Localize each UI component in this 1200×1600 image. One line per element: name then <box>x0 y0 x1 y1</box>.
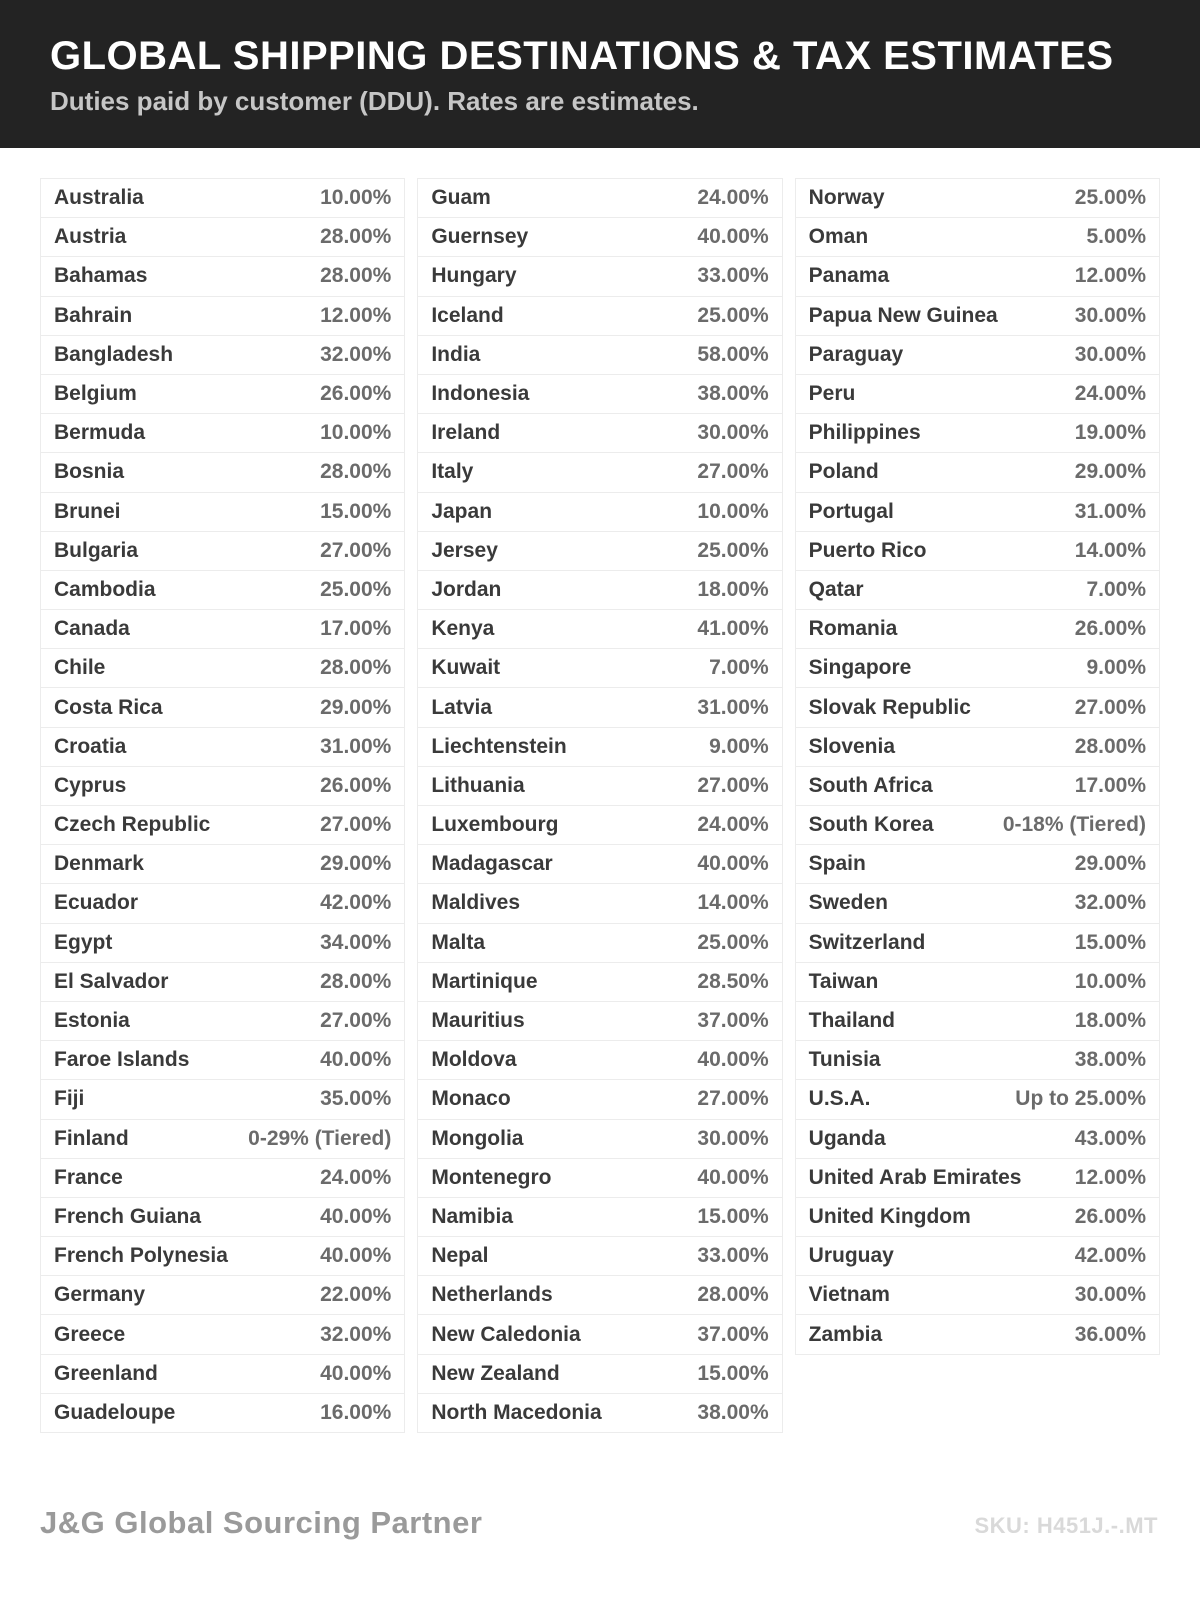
table-row <box>795 1119 1160 1158</box>
rate-value: 43.00% <box>1074 1126 1146 1150</box>
country-name: South Africa <box>808 773 933 797</box>
country-name: Chile <box>54 656 106 680</box>
rate-value: 29.00% <box>1074 852 1146 876</box>
country-name: Estonia <box>54 1009 130 1033</box>
rate-value: 5.00% <box>1086 225 1146 249</box>
country-name: Taiwan <box>808 969 879 993</box>
table-row <box>417 374 782 413</box>
country-name: Bermuda <box>54 421 146 445</box>
table-row <box>795 374 1160 413</box>
rate-value: 32.00% <box>320 1322 392 1346</box>
table-row <box>40 1314 405 1353</box>
country-name: Guadeloupe <box>54 1400 176 1424</box>
country-name: Netherlands <box>431 1283 553 1307</box>
rate-value: 36.00% <box>1074 1322 1146 1346</box>
country-name: Martinique <box>431 969 538 993</box>
table-row <box>795 1040 1160 1079</box>
table-row <box>417 844 782 883</box>
table-row <box>40 178 405 217</box>
country-name: Mongolia <box>431 1126 524 1150</box>
country-name: Hungary <box>431 264 517 288</box>
table-row <box>795 1079 1160 1118</box>
rate-value: 12.00% <box>320 303 392 327</box>
rate-value: 15.00% <box>1074 930 1146 954</box>
rate-value: 28.50% <box>697 969 769 993</box>
table-row <box>795 1001 1160 1040</box>
country-name: Denmark <box>54 852 144 876</box>
table-row <box>795 178 1160 217</box>
table-row <box>417 217 782 256</box>
table-row <box>795 335 1160 374</box>
table-row <box>795 609 1160 648</box>
rate-value: 25.00% <box>1074 186 1146 210</box>
rate-value: 37.00% <box>697 1322 769 1346</box>
rate-value: 31.00% <box>320 734 392 758</box>
table-row <box>40 727 405 766</box>
table-row <box>417 296 782 335</box>
rate-value: 12.00% <box>1074 1165 1146 1189</box>
rate-value: 25.00% <box>697 303 769 327</box>
rate-value: 18.00% <box>1074 1009 1146 1033</box>
table-row <box>40 256 405 295</box>
country-name: Greece <box>54 1322 126 1346</box>
table-row <box>40 570 405 609</box>
rate-value: 26.00% <box>320 773 392 797</box>
table-row <box>40 609 405 648</box>
table-row <box>40 1393 405 1432</box>
table-row <box>417 1079 782 1118</box>
rate-value: 40.00% <box>320 1048 392 1072</box>
rate-value: 19.00% <box>1074 421 1146 445</box>
country-name: Norway <box>808 186 885 210</box>
table-row <box>795 648 1160 687</box>
country-name: Slovak Republic <box>808 695 971 719</box>
country-name: Nepal <box>431 1244 489 1268</box>
rate-value: 40.00% <box>320 1361 392 1385</box>
country-name: Slovenia <box>808 734 896 758</box>
table-row <box>417 492 782 531</box>
rate-value: 25.00% <box>697 538 769 562</box>
country-name: Vietnam <box>808 1283 890 1307</box>
rate-value: 41.00% <box>697 617 769 641</box>
country-name: Switzerland <box>808 930 926 954</box>
table-row <box>417 766 782 805</box>
country-name: Ecuador <box>54 891 139 915</box>
rate-value: 40.00% <box>697 225 769 249</box>
table-row <box>40 805 405 844</box>
page-subtitle: Duties paid by customer (DDU). Rates are estimates. <box>50 86 699 116</box>
rate-value: 27.00% <box>320 538 392 562</box>
country-name: Kuwait <box>431 656 501 680</box>
table-row <box>417 570 782 609</box>
country-name: Croatia <box>54 734 127 758</box>
country-name: India <box>431 342 481 366</box>
country-name: Japan <box>431 499 493 523</box>
rate-value: 38.00% <box>1074 1048 1146 1072</box>
rate-value: 30.00% <box>697 421 769 445</box>
country-name: Italy <box>431 460 474 484</box>
rate-value: 10.00% <box>1074 969 1146 993</box>
rate-value: 9.00% <box>1086 656 1146 680</box>
country-name: Poland <box>808 460 879 484</box>
rate-value: 30.00% <box>1074 1283 1146 1307</box>
table-row <box>417 1197 782 1236</box>
country-name: Panama <box>808 264 890 288</box>
country-name: Bosnia <box>54 460 125 484</box>
rate-value: 28.00% <box>320 969 392 993</box>
country-name: Luxembourg <box>431 813 559 837</box>
table-row <box>417 256 782 295</box>
rate-value: 38.00% <box>697 382 769 406</box>
rate-value: 18.00% <box>697 577 769 601</box>
rate-value: 26.00% <box>1074 1204 1146 1228</box>
table-row <box>417 1354 782 1393</box>
country-name: Guam <box>431 186 491 210</box>
table-row <box>417 609 782 648</box>
country-name: Costa Rica <box>54 695 163 719</box>
country-name: Paraguay <box>808 342 904 366</box>
rate-value: 29.00% <box>1074 460 1146 484</box>
rate-value: 22.00% <box>320 1283 392 1307</box>
country-name: Indonesia <box>431 382 530 406</box>
rate-value: 0-29% (Tiered) <box>248 1126 392 1150</box>
country-name: Belgium <box>54 382 137 406</box>
table-row <box>795 883 1160 922</box>
table-row <box>795 1197 1160 1236</box>
country-name: Madagascar <box>431 852 553 876</box>
rate-value: 37.00% <box>697 1009 769 1033</box>
table-row <box>40 962 405 1001</box>
rate-value: 27.00% <box>1074 695 1146 719</box>
table-row <box>40 296 405 335</box>
table-row <box>417 687 782 726</box>
rate-value: 10.00% <box>697 499 769 523</box>
country-name: Mauritius <box>431 1009 525 1033</box>
table-row <box>417 1158 782 1197</box>
table-row <box>795 1158 1160 1197</box>
country-name: Puerto Rico <box>808 538 927 562</box>
table-row <box>417 962 782 1001</box>
country-name: Iceland <box>431 303 504 327</box>
country-name: Guernsey <box>431 225 529 249</box>
table-row <box>795 962 1160 1001</box>
country-name: Zambia <box>808 1322 883 1346</box>
table-row <box>795 492 1160 531</box>
rate-value: 28.00% <box>320 264 392 288</box>
page-header <box>0 0 1200 148</box>
table-row <box>40 687 405 726</box>
table-row <box>795 217 1160 256</box>
table-row <box>795 296 1160 335</box>
rate-value: 14.00% <box>1074 538 1146 562</box>
table-row <box>795 923 1160 962</box>
rate-value: 30.00% <box>1074 303 1146 327</box>
table-row <box>40 452 405 491</box>
country-name: Brunei <box>54 499 121 523</box>
table-row <box>417 1275 782 1314</box>
country-name: Tunisia <box>808 1048 881 1072</box>
table-row <box>795 452 1160 491</box>
country-name: Cyprus <box>54 773 127 797</box>
country-name: Peru <box>808 382 856 406</box>
table-row <box>40 1079 405 1118</box>
country-name: Qatar <box>808 577 864 601</box>
rate-value: 24.00% <box>697 186 769 210</box>
country-name: Lithuania <box>431 773 525 797</box>
table-row <box>40 1236 405 1275</box>
rate-value: 40.00% <box>697 1165 769 1189</box>
country-name: Oman <box>808 225 869 249</box>
table-column-2 <box>417 178 782 1433</box>
rate-value: Up to 25.00% <box>1015 1087 1146 1111</box>
country-name: South Korea <box>808 813 934 837</box>
rate-value: 33.00% <box>697 264 769 288</box>
rate-value: 15.00% <box>697 1361 769 1385</box>
table-row <box>795 766 1160 805</box>
country-name: Bangladesh <box>54 342 174 366</box>
rate-value: 26.00% <box>1074 617 1146 641</box>
table-row <box>40 1197 405 1236</box>
country-name: Sweden <box>808 891 889 915</box>
country-name: Philippines <box>808 421 921 445</box>
rate-value: 40.00% <box>320 1204 392 1228</box>
table-row <box>417 452 782 491</box>
rate-value: 31.00% <box>1074 499 1146 523</box>
rate-value: 17.00% <box>320 617 392 641</box>
table-row <box>40 1158 405 1197</box>
country-name: New Zealand <box>431 1361 560 1385</box>
table-row <box>795 413 1160 452</box>
country-name: Bulgaria <box>54 538 139 562</box>
rate-value: 25.00% <box>320 577 392 601</box>
table-row <box>40 217 405 256</box>
country-name: United Kingdom <box>808 1204 971 1228</box>
rate-value: 15.00% <box>697 1204 769 1228</box>
table-row <box>40 1001 405 1040</box>
country-name: Malta <box>431 930 486 954</box>
table-row <box>417 413 782 452</box>
country-name: Monaco <box>431 1087 511 1111</box>
rate-value: 27.00% <box>697 1087 769 1111</box>
table-row <box>40 1040 405 1079</box>
rate-value: 25.00% <box>697 930 769 954</box>
rate-value: 27.00% <box>320 1009 392 1033</box>
rate-value: 27.00% <box>697 460 769 484</box>
rate-value: 28.00% <box>320 225 392 249</box>
country-name: Canada <box>54 617 130 641</box>
rate-value: 26.00% <box>320 382 392 406</box>
table-row <box>795 1275 1160 1314</box>
table-row <box>40 374 405 413</box>
country-name: Spain <box>808 852 866 876</box>
country-name: Czech Republic <box>54 813 211 837</box>
table-row <box>40 923 405 962</box>
rate-value: 7.00% <box>1086 577 1146 601</box>
country-name: Jersey <box>431 538 498 562</box>
country-name: Jordan <box>431 577 502 601</box>
country-name: Maldives <box>431 891 521 915</box>
country-name: Fiji <box>54 1087 85 1111</box>
rate-value: 28.00% <box>697 1283 769 1307</box>
country-name: Romania <box>808 617 898 641</box>
country-name: El Salvador <box>54 969 169 993</box>
table-row <box>417 178 782 217</box>
table-row <box>40 531 405 570</box>
country-name: Thailand <box>808 1009 895 1033</box>
sku-label: SKU: H451J.-.MT <box>974 1513 1158 1538</box>
table-row <box>417 1119 782 1158</box>
rate-value: 10.00% <box>320 186 392 210</box>
rate-value: 40.00% <box>320 1244 392 1268</box>
country-name: U.S.A. <box>808 1087 871 1111</box>
table-row <box>40 335 405 374</box>
rate-value: 15.00% <box>320 499 392 523</box>
table-row <box>417 1040 782 1079</box>
table-row <box>795 844 1160 883</box>
table-row <box>417 805 782 844</box>
table-row <box>40 883 405 922</box>
country-name: Bahamas <box>54 264 148 288</box>
country-name: Faroe Islands <box>54 1048 190 1072</box>
rate-value: 24.00% <box>697 813 769 837</box>
table-row <box>795 570 1160 609</box>
table-row <box>417 531 782 570</box>
rate-value: 9.00% <box>709 734 769 758</box>
country-name: Moldova <box>431 1048 517 1072</box>
rate-value: 33.00% <box>697 1244 769 1268</box>
country-name: Namibia <box>431 1204 514 1228</box>
rate-value: 34.00% <box>320 930 392 954</box>
rate-value: 32.00% <box>1074 891 1146 915</box>
country-name: Finland <box>54 1126 129 1150</box>
rate-value: 16.00% <box>320 1400 392 1424</box>
rate-value: 24.00% <box>1074 382 1146 406</box>
rate-value: 42.00% <box>1074 1244 1146 1268</box>
country-name: Cambodia <box>54 577 156 601</box>
table-row <box>795 1314 1160 1353</box>
rate-value: 14.00% <box>697 891 769 915</box>
footer <box>40 1505 1158 1541</box>
rate-value: 58.00% <box>697 342 769 366</box>
table-row <box>417 1001 782 1040</box>
table-row <box>795 1236 1160 1275</box>
table-row <box>795 805 1160 844</box>
rate-value: 28.00% <box>1074 734 1146 758</box>
rate-value: 31.00% <box>697 695 769 719</box>
rate-value: 29.00% <box>320 852 392 876</box>
country-name: New Caledonia <box>431 1322 581 1346</box>
brand-name: J&G Global Sourcing Partner <box>40 1505 483 1540</box>
table-row <box>417 923 782 962</box>
rate-value: 32.00% <box>320 342 392 366</box>
table-column-1 <box>40 178 405 1433</box>
country-name: Montenegro <box>431 1165 552 1189</box>
table-row <box>40 766 405 805</box>
table-row <box>40 413 405 452</box>
country-name: French Polynesia <box>54 1244 228 1268</box>
rate-value: 42.00% <box>320 891 392 915</box>
table-row <box>40 1119 405 1158</box>
rate-value: 38.00% <box>697 1400 769 1424</box>
table-row <box>795 727 1160 766</box>
table-row <box>795 256 1160 295</box>
rate-value: 7.00% <box>709 656 769 680</box>
rate-value: 27.00% <box>320 813 392 837</box>
rate-value: 17.00% <box>1074 773 1146 797</box>
country-name: Bahrain <box>54 303 133 327</box>
rate-value: 40.00% <box>697 1048 769 1072</box>
country-name: United Arab Emirates <box>808 1165 1022 1189</box>
country-name: France <box>54 1165 123 1189</box>
table-row <box>40 844 405 883</box>
rate-value: 30.00% <box>1074 342 1146 366</box>
table-row <box>40 648 405 687</box>
table-row <box>417 1314 782 1353</box>
table-row <box>40 1275 405 1314</box>
table-row <box>40 492 405 531</box>
country-name: Uganda <box>808 1126 886 1150</box>
country-name: Australia <box>54 186 144 210</box>
country-name: Austria <box>54 225 127 249</box>
country-name: Singapore <box>808 656 912 680</box>
rate-value: 30.00% <box>697 1126 769 1150</box>
rates-table <box>40 178 1160 1433</box>
country-name: Papua New Guinea <box>808 303 998 327</box>
table-column-3 <box>795 178 1160 1355</box>
rate-value: 27.00% <box>697 773 769 797</box>
table-row <box>417 335 782 374</box>
rate-value: 12.00% <box>1074 264 1146 288</box>
rate-value: 10.00% <box>320 421 392 445</box>
table-row <box>795 687 1160 726</box>
country-name: North Macedonia <box>431 1400 602 1424</box>
country-name: Germany <box>54 1283 146 1307</box>
rate-value: 28.00% <box>320 656 392 680</box>
country-name: Greenland <box>54 1361 158 1385</box>
table-row <box>417 1236 782 1275</box>
country-name: French Guiana <box>54 1204 202 1228</box>
country-name: Kenya <box>431 617 495 641</box>
table-row <box>795 531 1160 570</box>
table-row <box>40 1354 405 1393</box>
rate-value: 35.00% <box>320 1087 392 1111</box>
country-name: Egypt <box>54 930 113 954</box>
rate-value: 24.00% <box>320 1165 392 1189</box>
table-row <box>417 883 782 922</box>
table-row <box>417 1393 782 1432</box>
rate-value: 40.00% <box>697 852 769 876</box>
table-row <box>417 727 782 766</box>
country-name: Uruguay <box>808 1244 894 1268</box>
page-title: GLOBAL SHIPPING DESTINATIONS & TAX ESTIMATES <box>50 34 1114 78</box>
rate-value: 29.00% <box>320 695 392 719</box>
country-name: Latvia <box>431 695 493 719</box>
rate-value: 28.00% <box>320 460 392 484</box>
rate-value: 0-18% (Tiered) <box>1002 813 1146 837</box>
country-name: Ireland <box>431 421 501 445</box>
country-name: Liechtenstein <box>431 734 567 758</box>
country-name: Portugal <box>808 499 894 523</box>
table-row <box>417 648 782 687</box>
